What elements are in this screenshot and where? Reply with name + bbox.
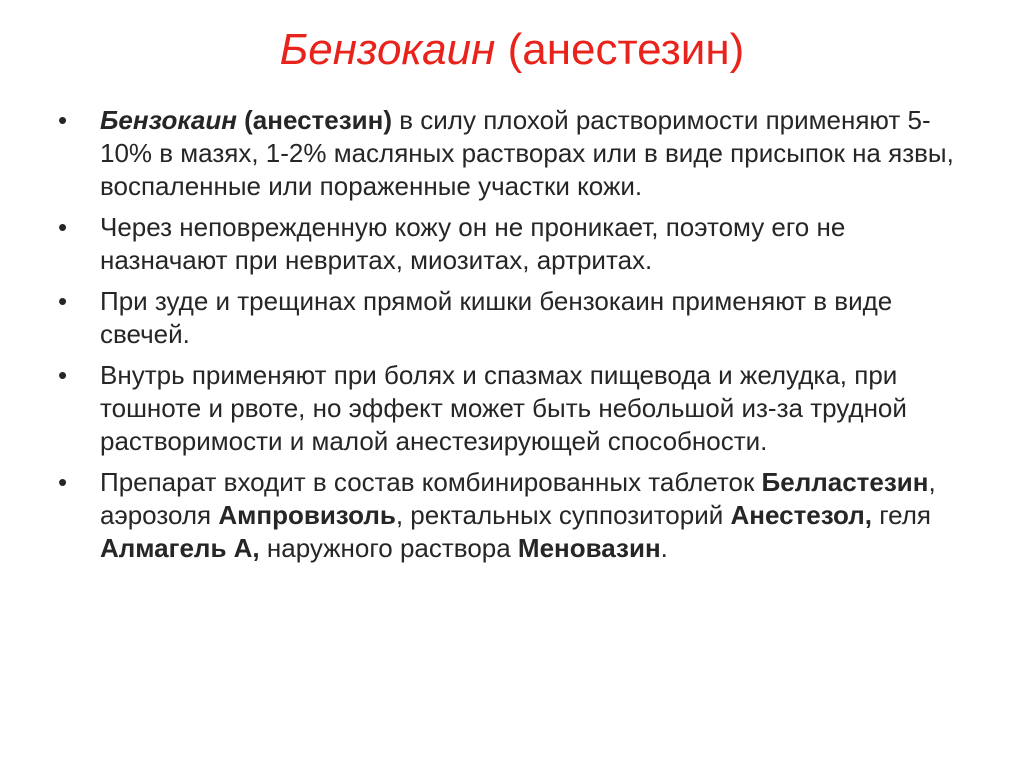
bullet-marker: •: [58, 360, 68, 390]
bullet-text: При зуде и трещинах прямой кишки бензокаин применяют в виде свечей.: [100, 286, 893, 349]
bullet-emphasis-text: Анестезол,: [730, 500, 873, 530]
bullet-emphasis-text: Меновазин: [517, 533, 661, 563]
bullet-text: , аэрозоля: [100, 467, 936, 530]
bullet-item: [58, 285, 958, 351]
bullet-emphasis-text: Алмагель А,: [100, 533, 260, 563]
bullet-marker: •: [58, 105, 68, 135]
bullet-marker: •: [58, 212, 68, 242]
bullet-emphasis-text: Ампровизоль: [218, 500, 396, 530]
bullet-item: [58, 211, 958, 277]
bullet-text: наружного раствора: [259, 533, 518, 563]
bullet-list: [58, 104, 958, 573]
slide-title-italic: Бензокаин: [279, 25, 496, 74]
bullet-text: Через неповрежденную кожу он не проникает, поэтому его не назначают при невритах, миозитах, артритах.: [100, 212, 846, 275]
slide-title: [0, 24, 1024, 76]
bullet-marker: •: [58, 286, 68, 316]
bullet-text: .: [660, 533, 668, 563]
bullet-text: , ректальных суппозиторий: [395, 500, 731, 530]
bullet-emphasis-text: (анестезин): [236, 105, 393, 135]
bullet-marker: •: [58, 467, 68, 497]
bullet-text: Препарат входит в состав комбинированных таблеток: [100, 467, 762, 497]
bullet-emphasis-text: Бензокаин: [100, 105, 237, 135]
slide-title-rest: (анестезин): [495, 25, 745, 74]
bullet-item: [58, 466, 958, 565]
bullet-text: в силу плохой растворимости применяют 5-10% в мазях, 1-2% масляных растворах или в виде присыпок на язвы, воспаленные или пораженные участки кожи.: [100, 105, 954, 201]
bullet-emphasis-text: Белластезин: [761, 467, 929, 497]
bullet-item: [58, 104, 958, 203]
bullet-text: Внутрь применяют при болях и спазмах пищевода и желудка, при тошноте и рвоте, но эффект может быть небольшой из-за трудной растворимости и малой анестезирующей способности.: [100, 360, 907, 456]
bullet-item: [58, 359, 958, 458]
bullet-text: геля: [872, 500, 932, 530]
